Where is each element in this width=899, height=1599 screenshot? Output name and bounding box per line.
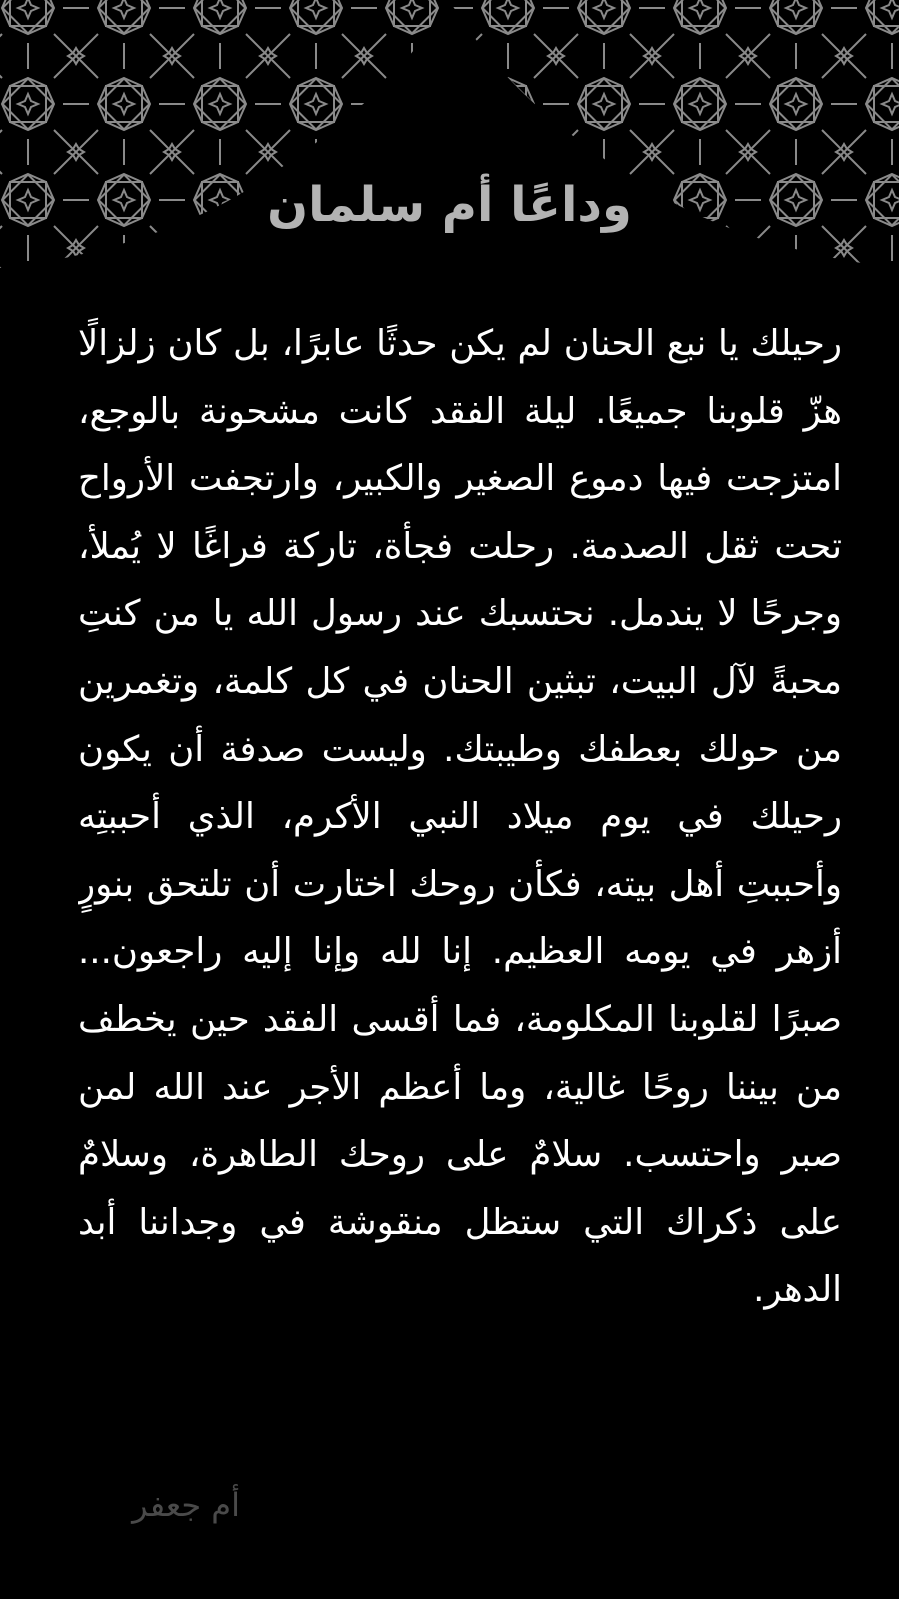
body-text: رحيلك يا نبع الحنان لم يكن حدثًا عابرًا، بل كان زلزالًا هزّ قلوبنا جميعًا. ليلة الفقد كانت مشحونة بالوجع، امتزجت فيها دموع الصغير والكبير، وارتجفت الأرواح تحت ثقل الصدمة. رحلت فجأة، تاركة فراغًا لا يُملأ، وجرحًا لا يندمل. نحتسبك عند رسول الله يا من كنتِ محبةً لآل البيت، تبثين الحنان في كل كلمة، وتغمرين من حولك بعطفك وطيبتك. وليست صدفة أن يكون رحيلك في يوم ميلاد النبي الأكرم، الذي أحببتِه وأحببتِ أهل بيته، فكأن روحك اختارت أن تلتحق بنورٍ أزهر في يومه العظيم. إنا لله وإنا إليه راجعون... صبرًا لقلوبنا المكلومة، فما أقسى الفقد حين يخطف من بيننا روحًا غالية، وما أعظم الأجر عند الله لمن صبر واحتسب. سلامٌ على روحك الطاهرة، وسلامٌ على ذكراك التي ستظل منقوشة في وجداننا أبد الدهر.: [78, 323, 842, 1311]
page-title: وداعًا أم سلمان: [267, 177, 632, 233]
author-signature: أم جعفر: [132, 1486, 240, 1524]
header-pattern: [0, 0, 899, 285]
